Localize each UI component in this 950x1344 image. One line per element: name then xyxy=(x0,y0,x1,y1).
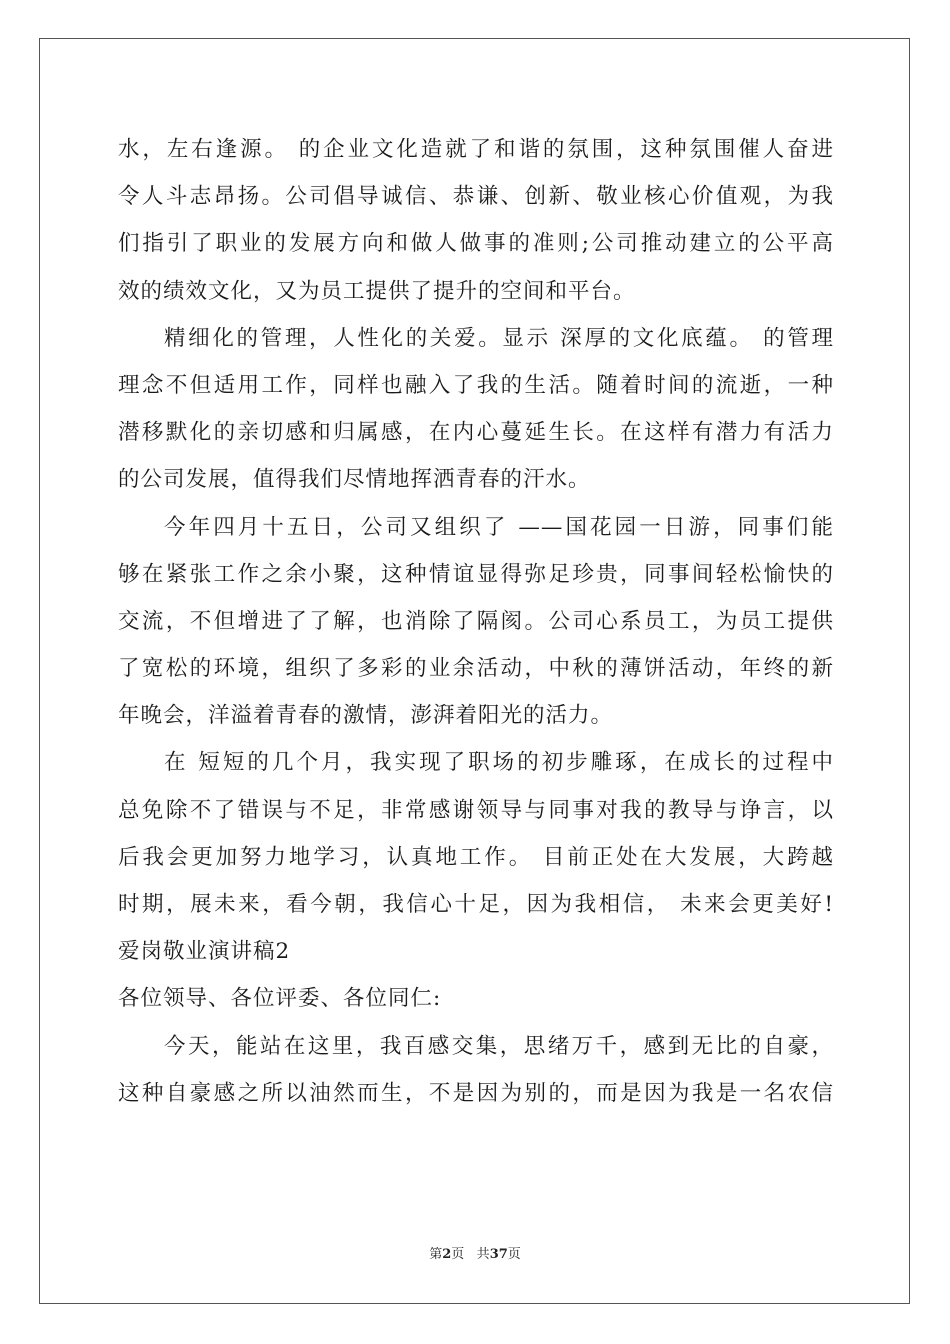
text-line: 时期，展未来，看今朝，我信心十足，因为我相信， 未来会更美好! xyxy=(118,892,834,917)
footer-total-prefix: 共 xyxy=(476,1247,490,1262)
text-line: 水，左右逢源。 的企业文化造就了和谐的氛围，这种氛围催人奋进 xyxy=(118,137,834,162)
salutation: 各位领导、各位评委、各位同仁: xyxy=(118,986,442,1012)
text-line: 后我会更加努力地学习，认真地工作。 目前正处在大发展，大跨越 xyxy=(118,844,834,870)
text-line: 总免除不了错误与不足，非常感谢领导与同事对我的教导与诤言，以 xyxy=(118,797,834,823)
footer-prefix: 第 xyxy=(429,1247,443,1262)
text-line: 了宽松的环境，组织了多彩的业余活动，中秋的薄饼活动，年终的新 xyxy=(118,656,834,682)
paragraph-start-line: 今天，能站在这里，我百感交集，思绪万千，感到无比的自豪， xyxy=(164,1033,834,1059)
text-line: 理念不但适用工作，同样也融入了我的生活。随着时间的流逝，一种 xyxy=(118,372,834,398)
page-footer xyxy=(0,1246,950,1264)
footer-total-unit: 页 xyxy=(507,1247,521,1262)
text-line: 潜移默化的亲切感和归属感，在内心蔓延生长。在这样有潜力有活力 xyxy=(118,420,834,446)
paragraph-start-line: 精细化的管理，人性化的关爱。显示 深厚的文化底蕴。 的管理 xyxy=(164,325,834,351)
document-body xyxy=(118,126,834,1117)
text-line: 效的绩效文化，又为员工提供了提升的空间和平台。 xyxy=(118,278,636,304)
current-page-number: 2 xyxy=(442,1247,452,1262)
text-line: 令人斗志昂扬。公司倡导诚信、恭谦、创新、敬业核心价值观，为我 xyxy=(118,184,834,210)
paragraph-start-line: 今年四月十五日，公司又组织了 ——国花园一日游，同事们能 xyxy=(164,514,834,540)
text-line: 的公司发展，值得我们尽情地挥洒青春的汗水。 xyxy=(118,467,591,493)
text-line: 们指引了职业的发展方向和做人做事的准则;公司推动建立的公平高 xyxy=(118,231,834,257)
footer-page-unit: 页 xyxy=(451,1247,465,1262)
paragraph-start-line: 在 短短的几个月，我实现了职场的初步雕琢，在成长的过程中 xyxy=(164,750,834,776)
total-page-count: 37 xyxy=(489,1247,508,1262)
section-heading: 爱岗敬业演讲稿2 xyxy=(118,939,291,965)
text-line: 交流，不但增进了了解，也消除了隔阂。公司心系员工，为员工提供 xyxy=(118,608,834,634)
text-line: 年晚会，洋溢着青春的激情，澎湃着阳光的活力。 xyxy=(118,703,614,729)
text-line: 这种自豪感之所以油然而生，不是因为别的，而是因为我是一名农信 xyxy=(118,1080,834,1106)
text-line: 够在紧张工作之余小聚，这种情谊显得弥足珍贵，同事间轻松愉快的 xyxy=(118,561,834,587)
